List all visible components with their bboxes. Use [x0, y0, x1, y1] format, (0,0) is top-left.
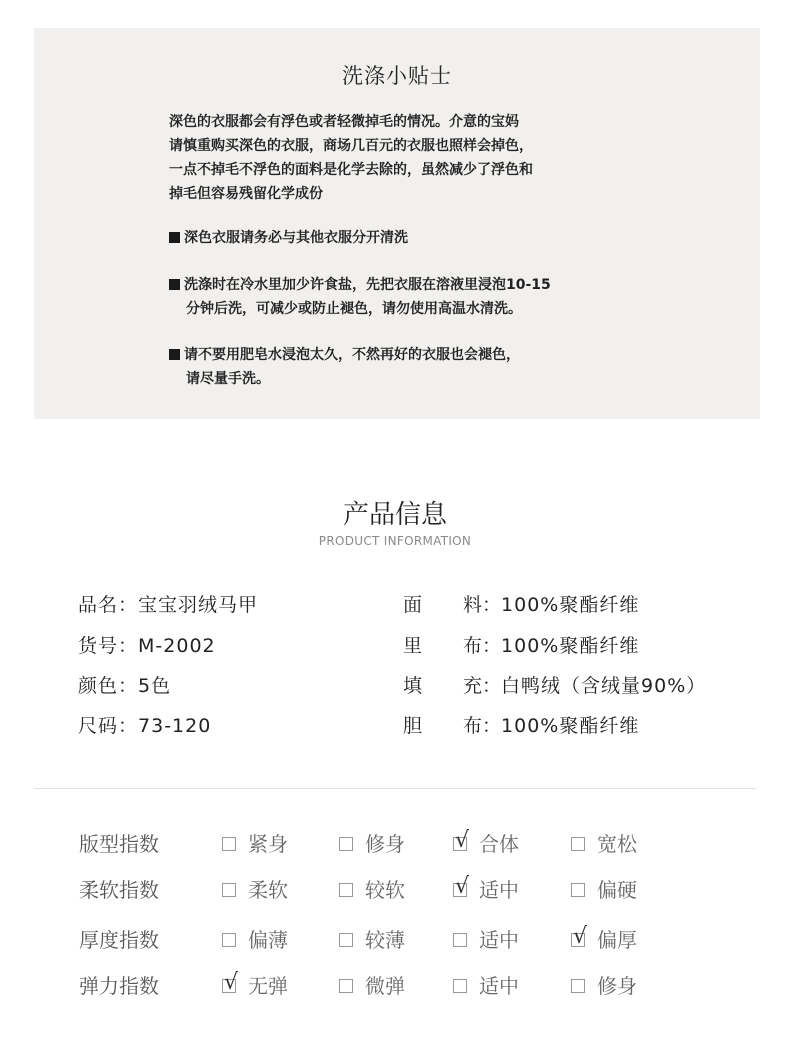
tip-text: 请尽量手洗。 [186, 371, 270, 387]
info-label: 胆 [403, 715, 423, 737]
checkbox-icon [571, 837, 585, 851]
index-option [222, 828, 288, 857]
index-label: 厚度指数 [79, 928, 159, 952]
checkbox-icon [571, 883, 585, 897]
index-label: 柔软指数 [79, 878, 159, 902]
checked-checkbox-icon [222, 979, 236, 993]
index-option [222, 874, 288, 903]
info-value: 白鸭绒（含绒量90%） [501, 675, 707, 697]
index-option [571, 924, 637, 953]
index-option [339, 970, 405, 999]
info-value: 100%聚酯纤维 [501, 715, 640, 737]
washing-tips-title: 洗涤小贴士 [342, 64, 452, 88]
info-value: 宝宝羽绒马甲 [138, 594, 259, 616]
index-option [571, 970, 637, 999]
section-divider [34, 788, 756, 789]
info-sku-row [78, 631, 216, 658]
info-label: 料： [463, 594, 502, 616]
index-option [453, 828, 519, 857]
tip-text: 请不要用肥皂水浸泡太久，不然再好的衣服也会褪色， [184, 347, 520, 363]
info-label: 面 [403, 594, 423, 616]
checked-checkbox-icon [571, 933, 585, 947]
index-label: 版型指数 [79, 832, 159, 856]
index-option-label: 偏薄 [248, 928, 288, 952]
info-label: 布： [463, 635, 502, 657]
index-option-label: 偏厚 [597, 928, 637, 952]
info-value: 100%聚酯纤维 [501, 635, 640, 657]
checkbox-icon [453, 933, 467, 947]
checkbox-icon [339, 979, 353, 993]
info-label: 布： [463, 715, 502, 737]
product-info-subtitle: PRODUCT INFORMATION [318, 534, 472, 548]
intro-line: 请慎重购买深色的衣服，商场几百元的衣服也照样会掉色， [169, 138, 533, 154]
tip-item [169, 273, 689, 321]
index-option-label: 无弹 [248, 974, 288, 998]
index-label: 弹力指数 [79, 974, 159, 998]
info-filling-row [403, 671, 706, 698]
index-option [222, 970, 288, 999]
info-inner-row [403, 711, 639, 738]
index-option-label: 较薄 [365, 928, 405, 952]
info-value: 73-120 [138, 715, 212, 737]
info-fabric-row [403, 590, 639, 617]
checked-checkbox-icon [453, 883, 467, 897]
index-option [339, 874, 405, 903]
washing-tips-intro [169, 110, 669, 206]
bullet-square-icon [169, 232, 180, 243]
index-option [339, 828, 405, 857]
tip-text: 深色衣服请务必与其他衣服分开清洗 [184, 230, 408, 246]
info-label: 尺码： [78, 715, 139, 737]
tip-text: 分钟后洗，可减少或防止褪色，请勿使用高温水清洗。 [186, 301, 522, 317]
info-name-row [78, 590, 258, 617]
info-label: 颜色： [78, 675, 139, 697]
info-label: 货号： [78, 635, 139, 657]
index-option [222, 924, 288, 953]
washing-tips-panel [34, 28, 760, 419]
index-option-label: 修身 [365, 832, 405, 856]
intro-line: 一点不掉毛不浮色的面料是化学去除的，虽然减少了浮色和 [169, 162, 533, 178]
info-label: 充： [463, 675, 502, 697]
index-option [339, 924, 405, 953]
info-color-row [78, 671, 171, 698]
info-label: 填 [403, 675, 423, 697]
index-option-label: 适中 [479, 928, 519, 952]
checkbox-icon [222, 933, 236, 947]
index-option [453, 874, 519, 903]
index-option-label: 修身 [597, 974, 637, 998]
checkbox-icon [339, 837, 353, 851]
info-label: 品名： [78, 594, 139, 616]
tip-text: 洗涤时在冷水里加少许食盐，先把衣服在溶液里浸泡10-15 [184, 277, 551, 293]
checkbox-icon [339, 883, 353, 897]
index-option [571, 828, 637, 857]
tip-item [169, 226, 689, 250]
index-option-label: 柔软 [248, 878, 288, 902]
index-option-label: 宽松 [597, 832, 637, 856]
checked-checkbox-icon [453, 837, 467, 851]
info-size-row [78, 711, 211, 738]
bullet-square-icon [169, 279, 180, 290]
intro-line: 深色的衣服都会有浮色或者轻微掉毛的情况。介意的宝妈 [169, 114, 519, 130]
tip-item [169, 343, 689, 391]
index-option-label: 合体 [479, 832, 519, 856]
index-option [453, 924, 519, 953]
checkbox-icon [222, 837, 236, 851]
product-info-title: 产品信息 [342, 500, 447, 530]
checkbox-icon [571, 979, 585, 993]
checkbox-icon [453, 979, 467, 993]
info-lining-row [403, 631, 639, 658]
index-option [571, 874, 637, 903]
index-option-label: 适中 [479, 878, 519, 902]
intro-line: 掉毛但容易残留化学成份 [169, 186, 323, 202]
bullet-square-icon [169, 349, 180, 360]
info-label: 里 [403, 635, 423, 657]
info-value: 5色 [138, 675, 172, 697]
checkbox-icon [339, 933, 353, 947]
info-value: M-2002 [138, 635, 216, 657]
info-value: 100%聚酯纤维 [501, 594, 640, 616]
index-option [453, 970, 519, 999]
index-option-label: 较软 [365, 878, 405, 902]
index-option-label: 紧身 [248, 832, 288, 856]
checkbox-icon [222, 883, 236, 897]
index-option-label: 适中 [479, 974, 519, 998]
index-option-label: 微弹 [365, 974, 405, 998]
index-option-label: 偏硬 [597, 878, 637, 902]
